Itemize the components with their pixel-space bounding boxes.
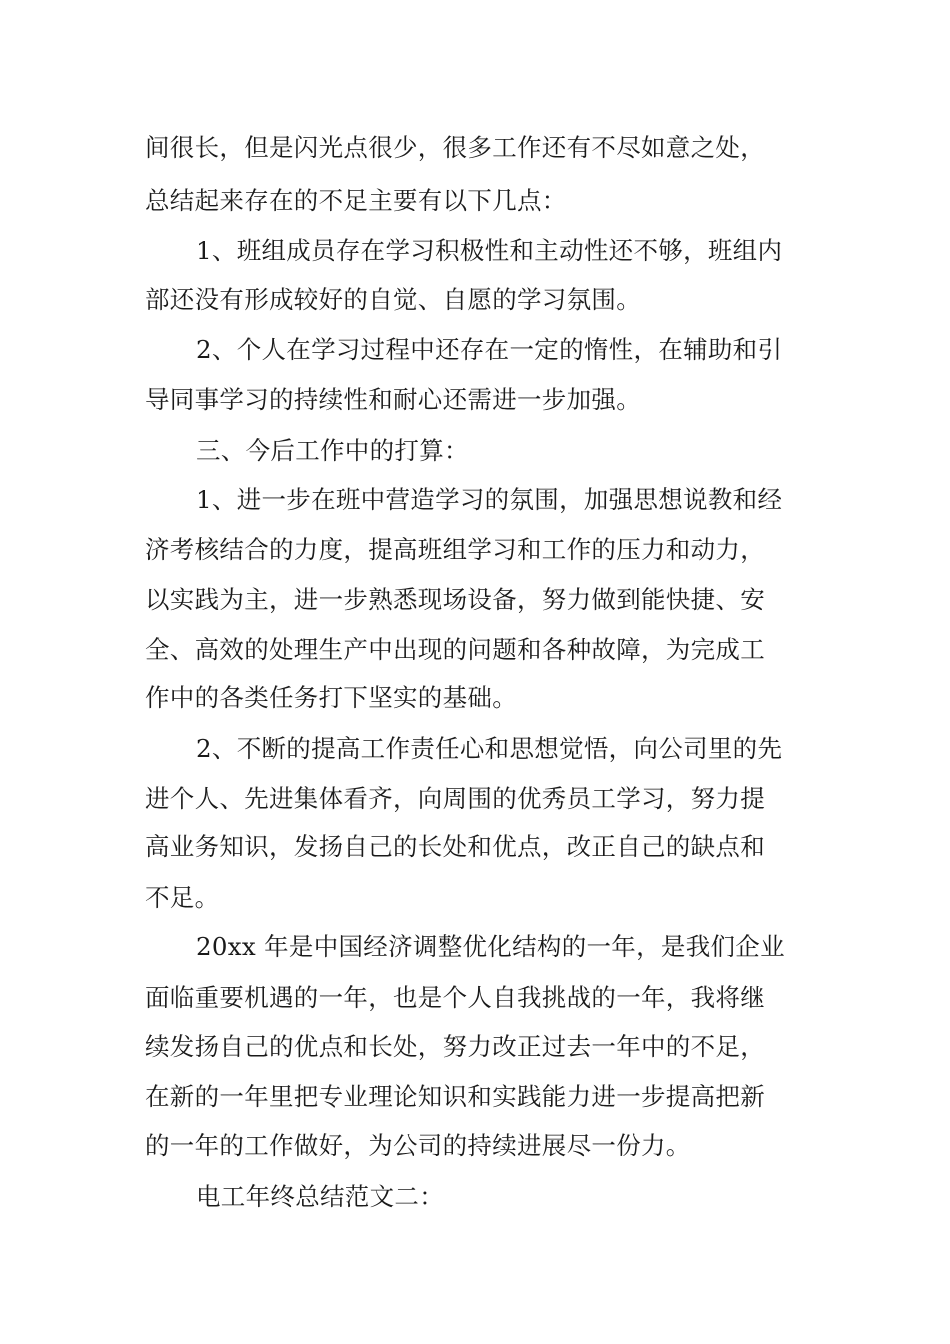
list-item-line: 2、个人在学习过程中还存在一定的惰性，在辅助和引 <box>196 335 783 364</box>
list-item-line: 1、班组成员存在学习积极性和主动性还不够，班组内 <box>196 236 783 265</box>
text-line: 进个人、先进集体看齐，向周围的优秀员工学习，努力提 <box>145 784 765 813</box>
text-line: 济考核结合的力度，提高班组学习和工作的压力和动力， <box>145 535 765 564</box>
text-line: 面临重要机遇的一年，也是个人自我挑战的一年，我将继 <box>145 983 765 1012</box>
section-heading: 三、今后工作中的打算： <box>196 436 469 465</box>
text-line: 部还没有形成较好的自觉、自愿的学习氛围。 <box>145 285 641 314</box>
list-item-line: 1、进一步在班中营造学习的氛围，加强思想说教和经 <box>196 485 783 514</box>
text-line: 续发扬自己的优点和长处，努力改正过去一年中的不足， <box>145 1032 765 1061</box>
text-line: 导同事学习的持续性和耐心还需进一步加强。 <box>145 385 641 414</box>
paragraph-line: 20xx 年是中国经济调整优化结构的一年，是我们企业 <box>196 932 785 961</box>
text-line: 高业务知识，发扬自己的长处和优点，改正自己的缺点和 <box>145 832 765 861</box>
list-item-line: 2、不断的提高工作责任心和思想觉悟，向公司里的先 <box>196 734 783 763</box>
text-line: 全、高效的处理生产中出现的问题和各种故障，为完成工 <box>145 635 765 664</box>
text-line: 不足。 <box>145 883 220 912</box>
text-line: 以实践为主，进一步熟悉现场设备，努力做到能快捷、安 <box>145 585 765 614</box>
text-line: 作中的各类任务打下坚实的基础。 <box>145 683 517 712</box>
text-line: 在新的一年里把专业理论知识和实践能力进一步提高把新 <box>145 1082 765 1111</box>
text-line: 间很长，但是闪光点很少，很多工作还有不尽如意之处， <box>145 133 765 162</box>
text-line: 的一年的工作做好，为公司的持续进展尽一份力。 <box>145 1131 691 1160</box>
section-heading: 电工年终总结范文二： <box>196 1182 444 1211</box>
text-line: 总结起来存在的不足主要有以下几点： <box>145 186 567 215</box>
